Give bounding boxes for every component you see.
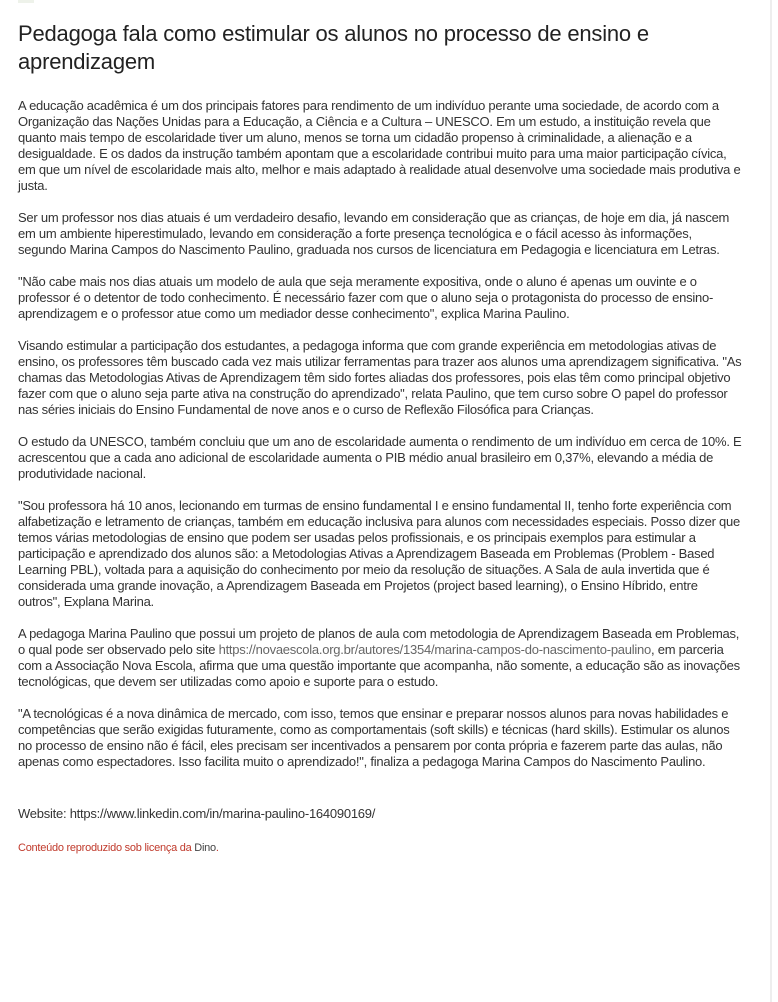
novaescola-link[interactable]: https://novaescola.org.br/autores/1354/marina-campos-do-nascimento-paulino [218,642,652,657]
top-decoration [18,0,34,3]
dino-link[interactable]: Dino [194,842,216,854]
paragraph [18,626,743,690]
paragraph-text: , em parceria com a Associação Nova Escola, afirma que uma questão importante que acompanha, não somente, a educação são as inovações tecnológicas, que devem ser utilizadas como apoio e suporte para o estudo. [18,642,740,689]
credit-text: Conteúdo reproduzido sob licença da [18,842,195,854]
website-url[interactable]: https://www.linkedin.com/in/marina-paulino-164090169/ [69,806,376,821]
paragraph: "A tecnológicas é a nova dinâmica de mercado, com isso, temos que ensinar e preparar nossos alunos para novas habilidades e competências que serão exigidas futuramente, como as comportamentais (soft skills) e técnicas (hard skills). Estimular os alunos no processo de ensino não é fácil, eles precisam ser incentivados a pensarem por conta própria e fazerem parte das aulas, não apenas como espectadores. Isso facilita muito o aprendizado!", finaliza a pedagoga Marina Campos do Nascimento Paulino. [18,706,730,769]
article-title: Pedagoga fala como estimular os alunos no processo de ensino e aprendizagem [18,21,649,74]
paragraph-text: A pedagoga Marina Paulino que possui um projeto de planos de aula com metodologia de Aprendizagem Baseada em Problemas, o qual pode ser observado pelo site [18,626,740,657]
credit-end: . [215,842,219,854]
paragraph: O estudo da UNESCO, também concluiu que um ano de escolaridade aumenta o rendimento de um indivíduo em cerca de 10%. E acrescentou que a cada ano adicional de escolaridade aumenta o PIB médio anual brasileiro em 0,37%, elevando a média de produtividade nacional. [18,434,742,481]
scrollbar[interactable] [770,0,772,1002]
paragraph: A educação acadêmica é um dos principais fatores para rendimento de um indivíduo perante uma sociedade, de acordo com a Organização das Nações Unidas para a Educação, a Ciência e a Cultura – UNESCO. Em um estudo, a instituição revela que quanto mais tempo de escolaridade tiver um aluno, menos se torna um cidadão propenso à criminalidade, a alienação e a desigualdade. E os dados da instrução também apontam que a escolaridade contribui muito para uma maior participação cívica, em que um nível de escolaridade mais alto, melhor e mais adaptado à realidade atual desenvolve uma sociedade mais produtiva e justa. [18,98,741,193]
website-label: Website: [18,806,70,821]
paragraph: "Não cabe mais nos dias atuais um modelo de aula que seja meramente expositiva, onde o aluno é apenas um ouvinte e o professor é o detentor de todo conhecimento. É necessário fazer com que o aluno seja o protagonista do processo de ensino-aprendizagem e o professor atue como um mediador desse conhecimento", explica Marina Paulino. [18,274,714,321]
credit-line [18,840,743,856]
paragraph: Ser um professor nos dias atuais é um verdadeiro desafio, levando em consideração que as crianças, de hoje em dia, já nascem em um ambiente hiperestimulado, levando em consideração a forte presença tecnológica e o fácil acesso às informações, segundo Marina Campos do Nascimento Paulino, graduada nos cursos de licenciatura em Pedagogia e licenciatura em Letras. [18,210,730,257]
article [18,20,743,872]
website-line [18,806,743,822]
paragraph: Visando estimular a participação dos estudantes, a pedagoga informa que com grande experiência em metodologias ativas de ensino, os professores têm buscado cada vez mais utilizar ferramentas para trazer aos alunos uma aprendizagem significativa. "As chamas das Metodologias Ativas de Aprendizagem têm sido fortes aliadas dos professores, pois elas têm como principal objetivo fazer com que o aluno seja parte ativa na construção do aprendizado", relata Paulino, que tem curso sobre O papel do professor nas séries iniciais do Ensino Fundamental de nove anos e o curso de Reflexão Filosófica para Crianças. [18,338,742,417]
paragraph: "Sou professora há 10 anos, lecionando em turmas de ensino fundamental I e ensino fundamental II, tenho forte experiência com alfabetização e letramento de crianças, também em educação inclusiva para alunos com necessidades especiais. Posso dizer que temos várias metodologias de ensino que podem ser usadas pelos profissionais, e os principais exemplos para estimular a participação e aprendizado dos alunos são: a Metodologias Ativas a Aprendizagem Baseada em Problemas (Problem - Based Learning PBL), voltada para a aquisição do conhecimento por meio da resolução de situações. A Sala de aula invertida que é considerada uma grande inovação, a Aprendizagem Baseada em Projetos (project based learning), o Ensino Híbrido, entre outros", Explana Marina. [18,498,740,609]
